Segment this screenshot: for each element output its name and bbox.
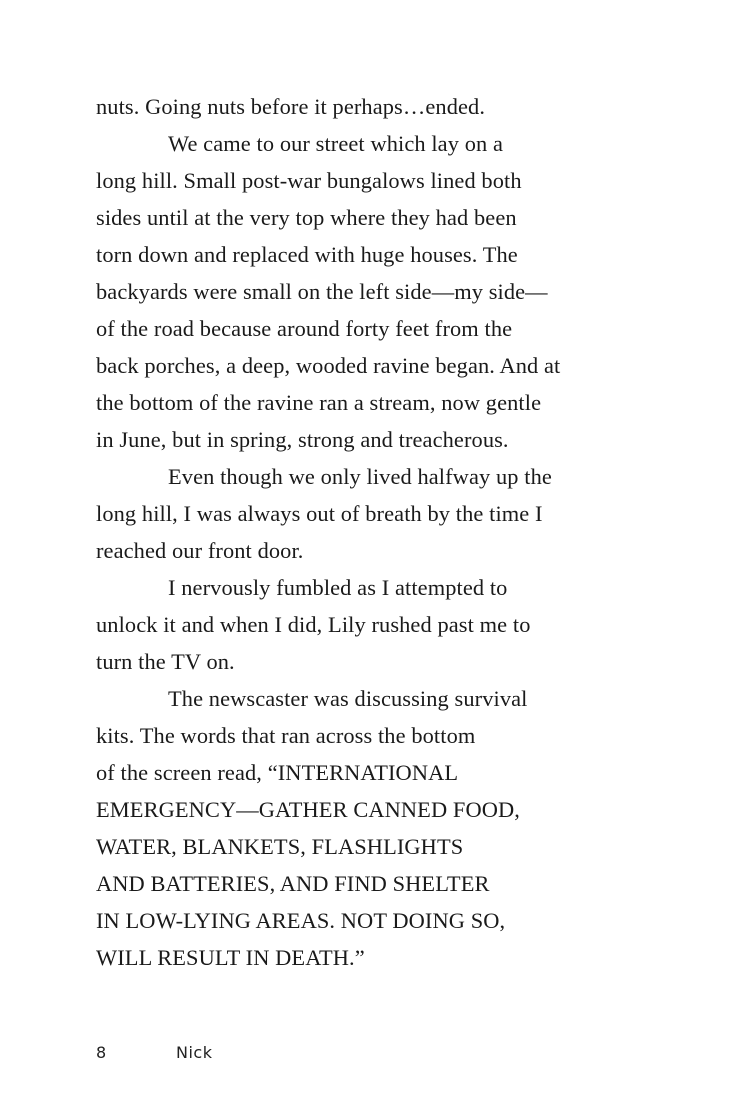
text-line: of the screen read, “INTERNATIONAL: [96, 760, 459, 785]
text-line: long hill. Small post-war bungalows lined both: [96, 168, 522, 193]
text-line: the bottom of the ravine ran a stream, now gentle: [96, 390, 542, 415]
text-line: WILL RESULT IN DEATH.”: [96, 945, 365, 970]
page-footer: [96, 1043, 496, 1067]
text-line: kits. The words that ran across the bottom: [96, 723, 476, 748]
text-line: backyards were small on the left side—my side—: [96, 279, 548, 304]
text-line: in June, but in spring, strong and treacherous.: [96, 427, 509, 452]
text-line: turn the TV on.: [96, 649, 235, 674]
text-line: WATER, BLANKETS, FLASHLIGHTS: [96, 834, 464, 859]
text-line: unlock it and when I did, Lily rushed past me to: [96, 612, 531, 637]
text-line: back porches, a deep, wooded ravine began. And at: [96, 353, 561, 378]
text-line: I nervously fumbled as I attempted to: [168, 575, 508, 600]
text-line: of the road because around forty feet from the: [96, 316, 513, 341]
text-line: AND BATTERIES, AND FIND SHELTER: [96, 871, 490, 896]
text-line: The newscaster was discussing survival: [168, 686, 528, 711]
text-line: EMERGENCY—GATHER CANNED FOOD,: [96, 797, 520, 822]
text-line: sides until at the very top where they had been: [96, 205, 517, 230]
text-line: We came to our street which lay on a: [168, 131, 504, 156]
text-line: torn down and replaced with huge houses. The: [96, 242, 518, 267]
page-number: 8: [96, 1043, 107, 1062]
text-line: IN LOW-LYING AREAS. NOT DOING SO,: [96, 908, 506, 933]
text-line: nuts. Going nuts before it perhaps…ended.: [96, 94, 486, 119]
body-text: [96, 88, 666, 976]
text-line: Even though we only lived halfway up the: [168, 464, 552, 489]
text-line: reached our front door.: [96, 538, 304, 563]
text-line: long hill, I was always out of breath by the time I: [96, 501, 543, 526]
running-head: Nick: [176, 1043, 213, 1062]
